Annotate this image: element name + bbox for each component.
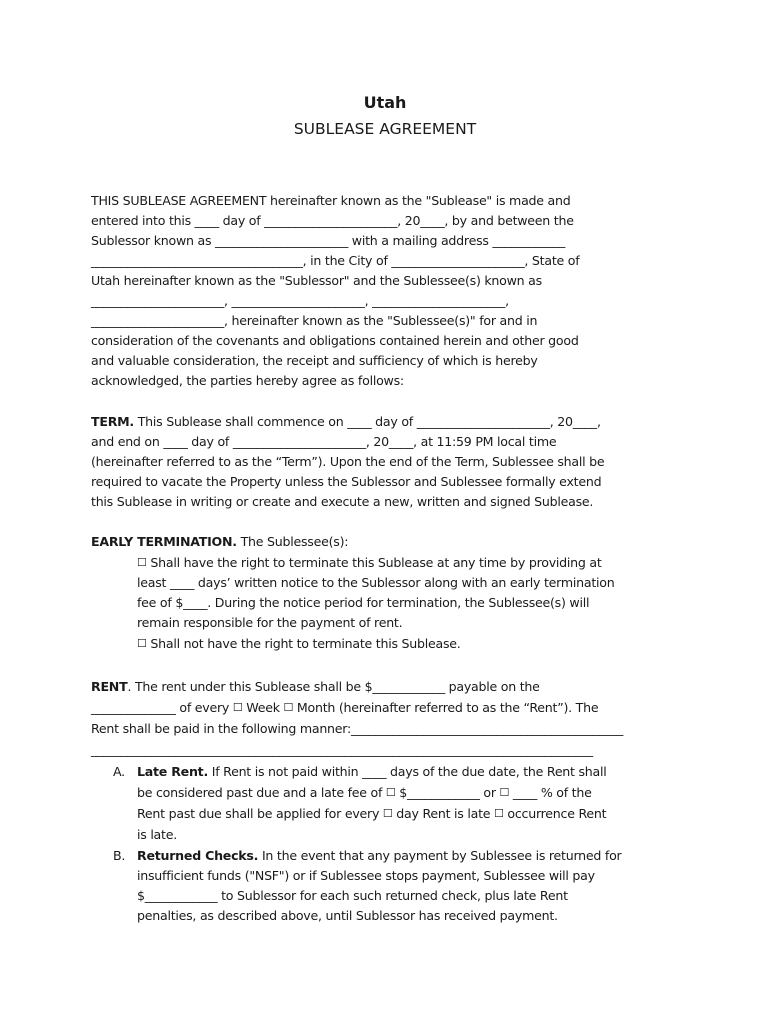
intro-line: Sublessor known as ______________________ with a mailing address ____________ <box>91 233 566 248</box>
rent-text: Week <box>242 700 284 715</box>
option-line: least ____ days’ written notice to the Sublessor along with an early termination <box>137 575 615 590</box>
returned-checks-line: penalties, as described above, until Sublessor has received payment. <box>137 908 558 923</box>
checkbox-icon[interactable]: ☐ <box>283 701 294 714</box>
late-rent-text: $____________ or <box>395 785 500 800</box>
late-rent-marker: A. <box>113 764 125 779</box>
checkbox-icon[interactable]: ☐ <box>385 786 396 799</box>
late-rent-text: If Rent is not paid within ____ days of the due date, the Rent shall <box>207 764 607 779</box>
document-title: SUBLEASE AGREEMENT <box>293 120 477 138</box>
early-termination-text: The Sublessee(s): <box>236 534 349 549</box>
early-termination-option-1 <box>137 553 602 574</box>
intro-line: ______________________, ______________________, ______________________, <box>91 293 509 308</box>
late-rent-text: be considered past due and a late fee of <box>137 785 386 800</box>
intro-line: and valuable consideration, the receipt and sufficiency of which is hereby <box>91 353 538 368</box>
term-line: (hereinafter referred to as the “Term”). Upon the end of the Term, Sublessee shall be <box>91 454 605 469</box>
checkbox-icon[interactable]: ☐ <box>137 637 147 650</box>
intro-line: entered into this ____ day of ______________________, 20____, by and between the <box>91 213 574 228</box>
checkbox-icon[interactable]: ☐ <box>137 556 147 569</box>
option-text: Shall have the right to terminate this Sublease at any time by providing at <box>146 555 602 570</box>
rent-heading: RENT <box>91 679 128 694</box>
late-rent-text: ____ % of the <box>509 785 592 800</box>
early-termination-option-2 <box>137 634 461 655</box>
rent-line <box>91 698 598 719</box>
rent-text: ______________ of every <box>91 700 233 715</box>
late-rent-text: day Rent is late <box>392 806 495 821</box>
intro-line: ___________________________________, in the City of ______________________, State of <box>91 253 580 268</box>
rent-line: ___________________________________________________________________________________ <box>91 742 593 757</box>
rent-line: Rent shall be paid in the following manner:_____________________________________________ <box>91 721 624 736</box>
term-line <box>91 412 601 432</box>
term-heading: TERM. <box>91 414 134 429</box>
term-text: This Sublease shall commence on ____ day of ______________________, 20____, <box>133 414 601 429</box>
returned-checks-text: In the event that any payment by Sublessee is returned for <box>258 848 622 863</box>
state-title: Utah <box>363 93 407 112</box>
rent-line <box>91 677 540 697</box>
returned-checks-marker: B. <box>113 848 126 863</box>
late-rent-text: Rent past due shall be applied for every <box>137 806 383 821</box>
term-line: and end on ____ day of ______________________, 20____, at 11:59 PM local time <box>91 434 557 449</box>
option-line: remain responsible for the payment of rent. <box>137 615 403 630</box>
early-termination-line <box>91 532 348 552</box>
returned-checks-line <box>137 846 621 866</box>
early-termination-heading: EARLY TERMINATION. <box>91 534 237 549</box>
late-rent-line <box>137 804 606 825</box>
term-line: required to vacate the Property unless the Sublessor and Sublessee formally extend <box>91 474 602 489</box>
checkbox-icon[interactable]: ☐ <box>232 701 243 714</box>
late-rent-line: is late. <box>137 827 177 842</box>
intro-line: Utah hereinafter known as the "Sublessor" and the Sublessee(s) known as <box>91 273 542 288</box>
late-rent-heading: Late Rent. <box>137 764 208 779</box>
late-rent-line <box>137 762 607 782</box>
returned-checks-heading: Returned Checks. <box>137 848 259 863</box>
checkbox-icon[interactable]: ☐ <box>499 786 510 799</box>
returned-checks-line: $____________ to Sublessor for each such returned check, plus late Rent <box>137 888 568 903</box>
checkbox-icon[interactable]: ☐ <box>494 807 504 820</box>
option-line: fee of $____. During the notice period for termination, the Sublessee(s) will <box>137 595 590 610</box>
intro-line: THIS SUBLEASE AGREEMENT hereinafter known as the "Sublease" is made and <box>91 193 571 208</box>
late-rent-text: occurrence Rent <box>503 806 607 821</box>
option-text: Shall not have the right to terminate this Sublease. <box>146 636 461 651</box>
intro-line: acknowledged, the parties hereby agree as follows: <box>91 373 404 388</box>
intro-line: ______________________, hereinafter known as the "Sublessee(s)" for and in <box>91 313 538 328</box>
term-line: this Sublease in writing or create and execute a new, written and signed Sublease. <box>91 494 594 509</box>
returned-checks-line: insufficient funds ("NSF") or if Sublessee stops payment, Sublessee will pay <box>137 868 595 883</box>
intro-line: consideration of the covenants and obligations contained herein and other good <box>91 333 579 348</box>
rent-text: Month (hereinafter referred to as the “Rent”). The <box>293 700 599 715</box>
late-rent-line <box>137 783 592 804</box>
checkbox-icon[interactable]: ☐ <box>382 807 393 820</box>
rent-text: . The rent under this Sublease shall be $____________ payable on the <box>127 679 540 694</box>
